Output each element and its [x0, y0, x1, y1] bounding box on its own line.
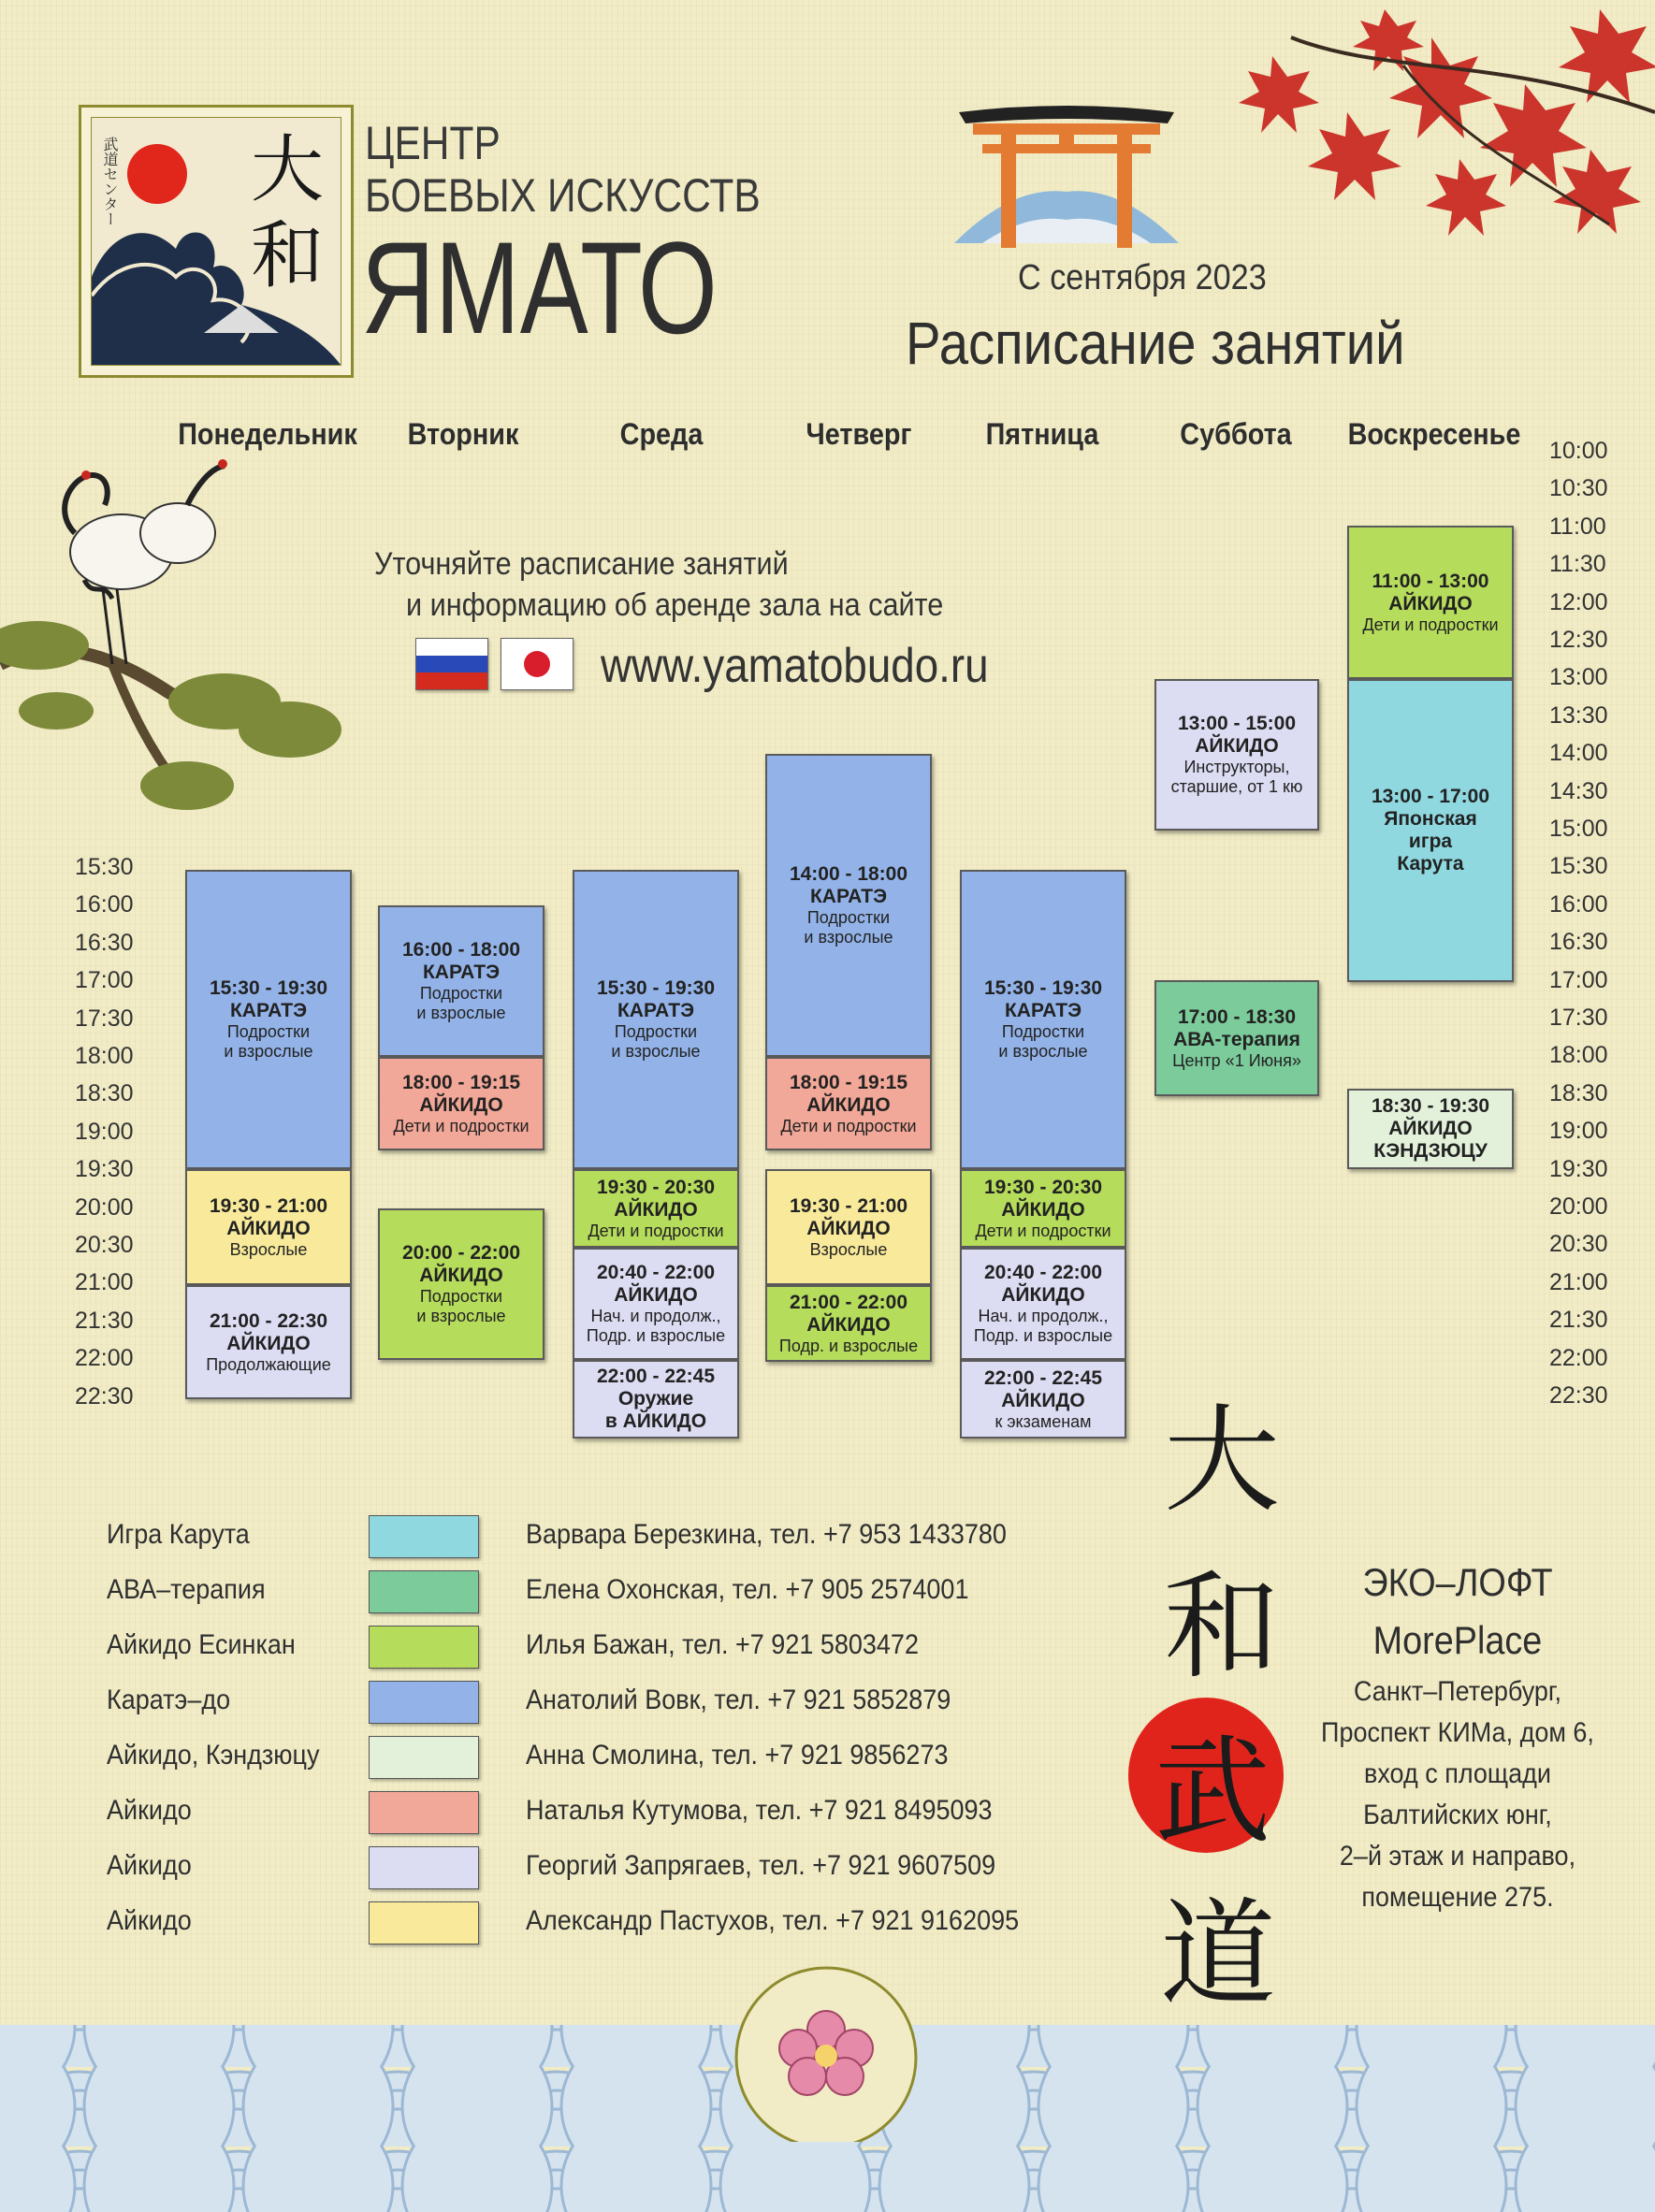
block-time: 11:00 - 13:00 — [1372, 570, 1489, 592]
block-name: Японская — [1384, 807, 1477, 830]
block-desc: Взрослые — [809, 1239, 888, 1259]
block-desc: в АЙКИДО — [604, 1410, 707, 1433]
japan-flag-icon — [501, 638, 573, 690]
schedule-block-mon-karate[interactable] — [185, 870, 352, 1169]
time-label-right: 17:30 — [1549, 1005, 1608, 1031]
day-header-thu: Четверг — [806, 417, 912, 451]
time-label-left: 16:30 — [75, 929, 134, 956]
legend-color-swatch — [369, 1901, 479, 1945]
block-desc: Подростки и взрослые — [224, 1022, 313, 1062]
schedule-block-wed-aikido-adults[interactable] — [573, 1248, 739, 1360]
header-line-1: ЦЕНТР — [365, 117, 501, 169]
maple-leaves-decoration — [1216, 0, 1655, 309]
time-label-left: 18:30 — [75, 1080, 134, 1107]
block-desc: Дети и подростки — [975, 1221, 1111, 1240]
block-name: АЙКИДО — [419, 1265, 503, 1287]
time-label-right: 19:00 — [1549, 1118, 1608, 1145]
calligraphy-char-4: 道 — [1160, 1887, 1277, 2022]
block-name: АЙКИДО — [1388, 592, 1473, 614]
time-label-right: 22:00 — [1549, 1344, 1608, 1371]
schedule-block-thu-aikido-kids[interactable] — [765, 1057, 932, 1150]
address-line: Проспект КИМа, дом 6, — [1321, 1717, 1594, 1748]
block-desc: Взрослые — [229, 1239, 308, 1259]
time-label-right: 16:00 — [1549, 890, 1608, 918]
logo-vertical-text: 武道センター — [101, 137, 119, 226]
legend-color-swatch — [369, 1736, 479, 1779]
block-time: 17:00 - 18:30 — [1177, 1005, 1297, 1028]
time-label-right: 16:30 — [1549, 929, 1608, 956]
time-label-left: 19:30 — [75, 1156, 134, 1183]
block-desc: к экзаменам — [994, 1411, 1092, 1431]
day-header-sat: Суббота — [1180, 417, 1292, 451]
day-header-wed: Среда — [619, 417, 704, 451]
block-desc: Дети и подростки — [1362, 614, 1499, 634]
venue-name-2: MorePlace — [1372, 1618, 1543, 1662]
block-name: АЙКИДО — [806, 1217, 891, 1239]
block-time: 19:30 - 20:30 — [596, 1176, 716, 1198]
header-line-3: ЯМАТО — [361, 214, 718, 361]
block-name: КАРАТЭ — [229, 1000, 308, 1022]
legend-contact: Илья Бажан, тел. +7 921 5803472 — [526, 1629, 919, 1660]
block-name: КАРАТЭ — [809, 886, 888, 908]
block-desc: Дети и подростки — [588, 1221, 724, 1240]
schedule-block-fri-exams[interactable] — [960, 1360, 1126, 1439]
time-label-left: 16:00 — [75, 891, 134, 918]
block-time: 19:30 - 21:00 — [789, 1194, 908, 1217]
schedule-block-thu-aikido-evening[interactable] — [765, 1285, 932, 1362]
block-desc: Центр «1 Июня» — [1172, 1050, 1301, 1070]
block-time: 20:00 - 22:00 — [401, 1242, 521, 1265]
info-line-2: и информацию об аренде зала на сайте — [406, 587, 944, 623]
block-time: 15:30 - 19:30 — [596, 977, 716, 1000]
day-header-sun: Воскресенье — [1347, 417, 1521, 451]
block-name: АЙКИДО — [1388, 1117, 1473, 1139]
time-label-right: 20:30 — [1549, 1231, 1608, 1258]
block-name: АЙКИДО — [614, 1198, 698, 1221]
legend-label: Каратэ–до — [107, 1684, 231, 1715]
block-name: АВА-терапия — [1173, 1028, 1300, 1050]
block-desc: игра Карута — [1397, 831, 1464, 875]
legend-contact: Анна Смолина, тел. +7 921 9856273 — [526, 1740, 949, 1771]
schedule-block-wed-aikido-kids[interactable] — [573, 1169, 739, 1248]
logo-kanji: 大和 — [251, 128, 325, 298]
time-label-right: 20:00 — [1549, 1193, 1608, 1220]
time-label-right: 19:30 — [1549, 1155, 1608, 1182]
address-line: 2–й этаж и направо, — [1339, 1841, 1576, 1872]
schedule-block-wed-karate[interactable] — [573, 870, 739, 1169]
legend-label: Айкидо, Кэндзюцу — [107, 1740, 320, 1771]
time-label-right: 11:00 — [1549, 513, 1606, 540]
time-label-left: 21:00 — [75, 1269, 134, 1296]
legend-color-swatch — [369, 1791, 479, 1834]
time-label-right: 15:00 — [1549, 816, 1608, 842]
time-label-left: 22:00 — [75, 1345, 134, 1372]
block-desc: Подростки и взрослые — [416, 1287, 506, 1326]
day-header-fri: Пятница — [985, 417, 1099, 451]
legend-contact: Наталья Кутумова, тел. +7 921 8495093 — [526, 1795, 993, 1826]
block-name: АЙКИДО — [806, 1093, 891, 1116]
schedule-block-sun-kenjutsu[interactable] — [1347, 1089, 1514, 1169]
venue-name-1: ЭКО–ЛОФТ — [1362, 1560, 1553, 1604]
logo — [79, 105, 354, 378]
block-name: АЙКИДО — [1195, 735, 1279, 758]
address-line: Санкт–Петербург, — [1354, 1676, 1561, 1707]
block-name: АЙКИДО — [614, 1284, 698, 1307]
legend-label: Игра Карута — [107, 1519, 250, 1550]
legend-label: АВА–терапия — [107, 1574, 266, 1605]
legend-contact: Варвара Березкина, тел. +7 953 1433780 — [526, 1519, 1007, 1550]
block-time: 16:00 - 18:00 — [401, 939, 521, 961]
since-label: С сентября 2023 — [1018, 258, 1267, 297]
legend-color-swatch — [369, 1681, 479, 1724]
legend-label: Айкидо Есинкан — [107, 1629, 296, 1660]
schedule-block-sun-aikido-kids[interactable] — [1347, 526, 1514, 679]
schedule-block-tue-aikido-evening[interactable] — [378, 1208, 544, 1360]
block-time: 22:00 - 22:45 — [596, 1365, 716, 1387]
block-time: 18:00 - 19:15 — [789, 1071, 908, 1093]
block-name: АЙКИДО — [226, 1332, 311, 1354]
schedule-block-sat-aba[interactable] — [1154, 980, 1319, 1096]
schedule-title: Расписание занятий — [906, 310, 1405, 377]
day-header-mon: Понедельник — [178, 417, 357, 451]
day-header-tue: Вторник — [407, 417, 519, 451]
block-desc: Подростки и взрослые — [611, 1022, 701, 1062]
legend-contact: Георгий Запрягаев, тел. +7 921 9607509 — [526, 1850, 996, 1881]
block-name: Оружие — [617, 1387, 694, 1410]
block-desc: Нач. и продолж., Подр. и взрослые — [973, 1307, 1113, 1346]
address-line: помещение 275. — [1361, 1882, 1554, 1913]
schedule-block-fri-aikido-adults[interactable] — [960, 1248, 1126, 1360]
block-desc: Подростки и взрослые — [804, 908, 893, 947]
block-time: 20:40 - 22:00 — [983, 1262, 1103, 1284]
schedule-block-thu-aikido-adults[interactable] — [765, 1169, 932, 1285]
time-label-left: 21:30 — [75, 1307, 134, 1334]
block-time: 15:30 - 19:30 — [983, 977, 1103, 1000]
legend-color-swatch — [369, 1846, 479, 1889]
block-time: 19:30 - 20:30 — [983, 1176, 1103, 1198]
block-time: 15:30 - 19:30 — [209, 977, 328, 1000]
time-label-right: 12:30 — [1549, 627, 1608, 653]
legend-color-swatch — [369, 1626, 479, 1669]
block-name: АЙКИДО — [1001, 1198, 1085, 1221]
time-label-right: 21:00 — [1549, 1268, 1608, 1295]
time-label-right: 21:30 — [1549, 1307, 1608, 1334]
block-name: КАРАТЭ — [1004, 1000, 1082, 1022]
time-label-left: 17:00 — [75, 967, 134, 994]
block-name: АЙКИДО — [806, 1313, 891, 1336]
time-label-right: 12:00 — [1549, 588, 1608, 615]
block-name: КАРАТЭ — [617, 1000, 695, 1022]
time-label-right: 15:30 — [1549, 853, 1608, 880]
schedule-block-sat-aikido-instructors[interactable] — [1154, 679, 1319, 831]
block-name: АЙКИДО — [1001, 1284, 1085, 1307]
block-time: 13:00 - 17:00 — [1371, 785, 1490, 807]
block-desc: Подростки и взрослые — [998, 1022, 1088, 1062]
block-time: 21:00 - 22:30 — [209, 1309, 328, 1332]
website-link[interactable]: www.yamatobudo.ru — [601, 639, 989, 693]
time-label-right: 17:00 — [1549, 966, 1608, 993]
time-label-left: 18:00 — [75, 1043, 134, 1069]
block-time: 13:00 - 15:00 — [1177, 713, 1297, 735]
address-line: Балтийских юнг, — [1363, 1800, 1552, 1830]
schedule-block-fri-aikido-kids[interactable] — [960, 1169, 1126, 1248]
legend-color-swatch — [369, 1515, 479, 1558]
cranes-pine-illustration — [0, 449, 374, 870]
block-desc: Инструкторы, старшие, от 1 кю — [1170, 758, 1303, 797]
block-desc: Продолжающие — [206, 1354, 331, 1374]
plum-flower-emblem — [728, 1955, 924, 2142]
schedule-block-tue-aikido-kids[interactable] — [378, 1057, 544, 1150]
block-desc: Подростки и взрослые — [416, 984, 506, 1023]
time-label-right: 18:00 — [1549, 1042, 1608, 1069]
block-time: 18:00 - 19:15 — [401, 1071, 521, 1093]
time-label-right: 22:30 — [1549, 1382, 1608, 1409]
calligraphy-char-1: 大 — [1164, 1394, 1281, 1528]
time-label-left: 15:30 — [75, 854, 134, 880]
time-label-right: 18:30 — [1549, 1079, 1608, 1106]
schedule-block-mon-aikido-adults[interactable] — [185, 1169, 352, 1285]
block-name: АЙКИДО — [419, 1093, 503, 1116]
header-line-2: БОЕВЫХ ИСКУССТВ — [365, 169, 761, 222]
schedule-block-thu-karate[interactable] — [765, 754, 932, 1057]
legend-color-swatch — [369, 1570, 479, 1613]
block-desc: Дети и подростки — [393, 1116, 530, 1135]
torii-gate-illustration — [954, 103, 1179, 253]
time-label-right: 11:30 — [1549, 551, 1606, 578]
schedule-block-tue-karate[interactable] — [378, 905, 544, 1057]
time-label-right: 14:00 — [1549, 740, 1608, 767]
time-label-right: 13:00 — [1549, 664, 1608, 691]
legend-label: Айкидо — [107, 1850, 192, 1881]
block-time: 18:30 - 19:30 — [1371, 1094, 1490, 1117]
block-name: АЙКИДО — [226, 1217, 311, 1239]
block-desc: Подр. и взрослые — [778, 1336, 919, 1355]
schedule-block-wed-weapons[interactable] — [573, 1360, 739, 1439]
block-desc: Нач. и продолж., Подр. и взрослые — [586, 1307, 726, 1346]
address-line: вход с площади — [1364, 1758, 1551, 1789]
legend-contact: Елена Охонская, тел. +7 905 2574001 — [526, 1574, 969, 1605]
block-desc: КЭНДЗЮЦУ — [1373, 1140, 1488, 1163]
russia-flag-icon — [415, 638, 488, 690]
time-label-left: 17:30 — [75, 1005, 134, 1032]
block-time: 19:30 - 21:00 — [209, 1194, 328, 1217]
block-desc: Дети и подростки — [780, 1116, 917, 1135]
time-label-right: 13:30 — [1549, 701, 1608, 729]
block-time: 20:40 - 22:00 — [596, 1262, 716, 1284]
schedule-block-fri-karate[interactable] — [960, 870, 1126, 1169]
schedule-block-sun-karuta[interactable] — [1347, 679, 1514, 982]
legend-contact: Александр Пастухов, тел. +7 921 9162095 — [526, 1905, 1020, 1936]
schedule-block-mon-aikido-continuing[interactable] — [185, 1285, 352, 1399]
block-time: 22:00 - 22:45 — [983, 1366, 1103, 1389]
time-label-right: 10:30 — [1549, 475, 1608, 502]
block-name: АЙКИДО — [1001, 1389, 1085, 1411]
time-label-left: 22:30 — [75, 1382, 134, 1410]
info-line-1: Уточняйте расписание занятий — [374, 546, 789, 582]
block-time: 21:00 - 22:00 — [789, 1291, 908, 1313]
time-label-left: 20:00 — [75, 1193, 134, 1221]
time-label-left: 20:30 — [75, 1232, 134, 1258]
time-label-right: 14:30 — [1549, 777, 1608, 804]
time-label-right: 10:00 — [1549, 438, 1608, 464]
calligraphy-char-2: 和 — [1164, 1560, 1281, 1695]
time-label-left: 19:00 — [75, 1118, 134, 1145]
block-time: 14:00 - 18:00 — [789, 863, 908, 886]
legend-label: Айкидо — [107, 1795, 192, 1826]
legend-label: Айкидо — [107, 1905, 192, 1936]
block-name: КАРАТЭ — [422, 961, 501, 984]
calligraphy-char-3: 武 — [1154, 1725, 1271, 1859]
legend-contact: Анатолий Вовк, тел. +7 921 5852879 — [526, 1684, 951, 1715]
